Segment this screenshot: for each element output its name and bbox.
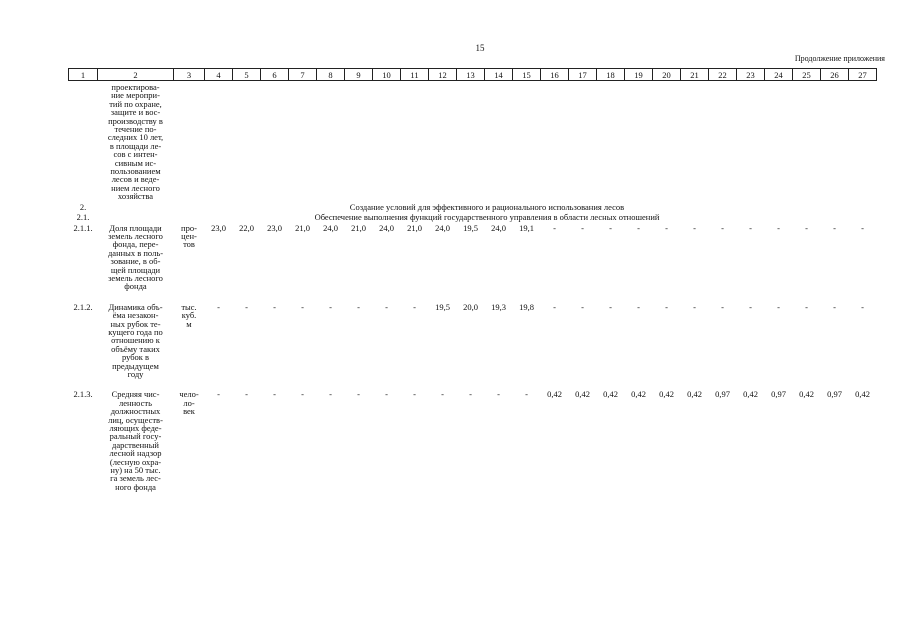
value-cell <box>174 81 205 201</box>
data-table <box>68 68 877 501</box>
value-cell: 24,0 <box>323 222 338 233</box>
unit-line: м <box>186 318 192 329</box>
value-cell <box>485 81 513 201</box>
indicator-name-line: объёму таких <box>111 343 160 354</box>
column-header: 12 <box>429 69 457 81</box>
value-cell <box>821 81 849 201</box>
value-cell: - <box>609 301 612 312</box>
value-cell: - <box>217 389 220 400</box>
value-cell: 24,0 <box>491 222 506 233</box>
value-cell: - <box>553 301 556 312</box>
row-spacer-cell <box>69 491 877 501</box>
value-cell <box>429 81 457 201</box>
value-cell: 0,42 <box>631 389 646 400</box>
indicator-name-line: (лесную охра- <box>109 456 162 467</box>
value-cell <box>205 81 233 201</box>
value-cell: 22,0 <box>239 222 254 233</box>
indicator-name-line: предыдущем <box>112 360 159 371</box>
value-cell <box>457 81 485 201</box>
value-cell: - <box>777 301 780 312</box>
column-header: 24 <box>765 69 793 81</box>
value-cell: 19,1 <box>519 222 534 233</box>
unit-line: про- <box>181 222 197 233</box>
column-header: 2 <box>98 69 174 81</box>
unit-line: тыс. <box>181 301 197 312</box>
row-number: 2.1.1. <box>73 222 93 233</box>
value-cell: 19,5 <box>463 222 478 233</box>
value-cell: - <box>665 301 668 312</box>
value-cell: - <box>749 222 752 233</box>
column-header: 5 <box>233 69 261 81</box>
value-cell: - <box>245 301 248 312</box>
value-cell <box>233 81 261 201</box>
column-header: 4 <box>205 69 233 81</box>
indicator-name-line: лесной надзор <box>109 448 162 459</box>
value-cell: 0,42 <box>659 389 674 400</box>
value-cell: 20,0 <box>463 301 478 312</box>
value-cell <box>345 81 373 201</box>
unit-line: ло- <box>183 397 195 408</box>
column-header-row <box>69 69 877 81</box>
table-row <box>69 222 877 291</box>
value-cell <box>849 81 877 201</box>
value-cell: 0,97 <box>827 389 842 400</box>
column-header: 7 <box>289 69 317 81</box>
row-spacer <box>69 378 877 388</box>
value-cell: - <box>777 222 780 233</box>
value-cell: - <box>245 389 248 400</box>
indicator-name-line: зование, в об- <box>110 256 161 267</box>
value-cell: 19,8 <box>519 301 534 312</box>
value-cell: 21,0 <box>351 222 366 233</box>
indicator-name-line: ну) на 50 тыс. <box>110 465 161 476</box>
value-cell: - <box>637 301 640 312</box>
indicator-name <box>98 388 174 491</box>
indicator-name-line: тий по охране, <box>109 98 162 109</box>
indicator-name-line: хозяйства <box>117 191 154 202</box>
indicator-name-line: году <box>127 369 144 379</box>
column-header: 3 <box>174 69 205 81</box>
row-spacer <box>69 491 877 501</box>
subsection-row <box>69 211 877 221</box>
value-cell: - <box>301 301 304 312</box>
value-cell: - <box>553 222 556 233</box>
indicator-name-line: земель лесного <box>108 272 163 283</box>
value-cell: - <box>721 222 724 233</box>
value-cell: - <box>273 389 276 400</box>
column-header: 15 <box>513 69 541 81</box>
row-spacer-cell <box>69 291 877 301</box>
page-number: 15 <box>475 43 485 53</box>
column-header: 26 <box>821 69 849 81</box>
value-cell: - <box>805 222 808 233</box>
column-header: 18 <box>597 69 625 81</box>
row-spacer <box>69 291 877 301</box>
value-cell: 0,42 <box>603 389 618 400</box>
value-cell: - <box>357 301 360 312</box>
column-header: 23 <box>737 69 765 81</box>
indicator-name-line: следних 10 лет, <box>107 132 164 143</box>
unit-cell <box>174 301 205 379</box>
column-header: 11 <box>401 69 429 81</box>
indicator-name-line: отношению к <box>111 335 160 346</box>
value-cell: - <box>861 301 864 312</box>
indicator-name-line: Доля площади <box>109 222 162 233</box>
value-cell: 24,0 <box>435 222 450 233</box>
column-header: 16 <box>541 69 569 81</box>
column-header: 13 <box>457 69 485 81</box>
value-cell: - <box>749 301 752 312</box>
unit-line: чело- <box>179 389 199 400</box>
value-cell <box>541 81 569 201</box>
value-cell: 0,42 <box>687 389 702 400</box>
indicator-name <box>98 81 174 201</box>
value-cell: - <box>385 389 388 400</box>
value-cell: - <box>273 301 276 312</box>
column-header: 22 <box>709 69 737 81</box>
value-cell: - <box>385 301 388 312</box>
indicator-name-line: лиц, осуществ- <box>108 414 163 425</box>
value-cell: 21,0 <box>295 222 310 233</box>
value-cell <box>569 81 597 201</box>
value-cell <box>737 81 765 201</box>
value-cell <box>261 81 289 201</box>
value-cell <box>597 81 625 201</box>
value-cell <box>625 81 653 201</box>
indicator-name-line: в площади ле- <box>109 140 162 151</box>
row-number: 2.1.2. <box>73 301 93 312</box>
indicator-name-line: кущего года по <box>108 326 163 337</box>
value-cell <box>289 81 317 201</box>
value-cell: - <box>609 222 612 233</box>
value-cell <box>653 81 681 201</box>
value-cell: 0,42 <box>743 389 758 400</box>
indicator-name-line: ного фонда <box>115 481 156 492</box>
column-header: 25 <box>793 69 821 81</box>
value-cell <box>709 81 737 201</box>
section-number: 2.1. <box>76 212 90 223</box>
value-cell: - <box>217 301 220 312</box>
indicator-name-line: дарственный <box>112 439 159 450</box>
value-cell: 19,5 <box>435 301 450 312</box>
unit-cell <box>174 222 205 291</box>
column-header: 27 <box>849 69 877 81</box>
indicator-name-line: лесов и веде- <box>111 174 160 185</box>
value-cell <box>373 81 401 201</box>
value-cell <box>793 81 821 201</box>
indicator-name-line: сов с интен- <box>113 149 158 160</box>
unit-cell <box>174 388 205 491</box>
indicator-name-line: ных рубок те- <box>110 318 161 329</box>
indicator-name-line: Динамика объ- <box>108 301 163 312</box>
column-header: 19 <box>625 69 653 81</box>
indicator-name-line: проектирова- <box>111 82 160 92</box>
section-row <box>69 201 877 211</box>
value-cell: - <box>497 389 500 400</box>
column-header: 6 <box>261 69 289 81</box>
indicator-name-line: течение по- <box>114 124 157 135</box>
unit-line: цен- <box>181 230 197 241</box>
value-cell: - <box>329 301 332 312</box>
indicator-name-line: нием лесного <box>111 182 160 193</box>
indicator-name-line: пользованием <box>110 166 161 177</box>
section-number: 2. <box>79 201 87 212</box>
column-header: 21 <box>681 69 709 81</box>
indicator-name-line: фонда, пере- <box>112 239 159 250</box>
value-cell: 0,42 <box>547 389 562 400</box>
value-cell: - <box>805 301 808 312</box>
indicator-name-line: фонда <box>124 281 147 292</box>
row-number <box>69 81 98 201</box>
column-header: 14 <box>485 69 513 81</box>
value-cell: - <box>413 301 416 312</box>
unit-line: тов <box>183 239 195 250</box>
value-cell: - <box>665 222 668 233</box>
section-title: Обеспечение выполнения функций государственного управления в области лесных отношений <box>314 212 660 223</box>
value-cell: - <box>833 301 836 312</box>
indicator-name-line: Средняя чис- <box>111 389 160 400</box>
value-cell: - <box>301 389 304 400</box>
value-cell <box>765 81 793 201</box>
value-cell: 23,0 <box>211 222 226 233</box>
value-cell: - <box>469 389 472 400</box>
column-header: 8 <box>317 69 345 81</box>
value-cell: - <box>525 389 528 400</box>
value-cell <box>317 81 345 201</box>
indicator-name-line: ние меропри- <box>111 90 160 101</box>
indicator-name-line: земель лесного <box>108 230 163 241</box>
value-cell: - <box>357 389 360 400</box>
indicator-name <box>98 222 174 291</box>
indicator-name-line: ляющих феде- <box>109 423 162 434</box>
value-cell: - <box>581 222 584 233</box>
row-spacer-cell <box>69 378 877 388</box>
indicator-name-line: ленность <box>119 397 152 408</box>
column-header: 1 <box>69 69 98 81</box>
value-cell <box>681 81 709 201</box>
value-cell: 0,42 <box>855 389 870 400</box>
indicator-name-line: рубок в <box>121 352 150 363</box>
value-cell: - <box>693 301 696 312</box>
value-cell: - <box>637 222 640 233</box>
value-cell: 21,0 <box>407 222 422 233</box>
column-header: 10 <box>373 69 401 81</box>
column-header: 20 <box>653 69 681 81</box>
value-cell <box>513 81 541 201</box>
table-row <box>69 81 877 201</box>
value-cell: - <box>861 222 864 233</box>
continuation-note: Продолжение приложения <box>794 54 885 63</box>
table-row <box>69 388 877 491</box>
value-cell: - <box>441 389 444 400</box>
section-title: Создание условий для эффективного и рационального использования лесов <box>349 201 625 212</box>
indicator-name-line: должностных <box>110 406 161 417</box>
indicator-name-line: защите и вос- <box>110 107 161 118</box>
value-cell: 0,97 <box>715 389 730 400</box>
indicator-name <box>98 301 174 379</box>
indicator-name-line: ральный госу- <box>109 431 162 442</box>
indicator-name-line: ёма незакон- <box>112 310 159 321</box>
row-number: 2.1.3. <box>73 389 93 400</box>
value-cell: 19,3 <box>491 301 506 312</box>
value-cell: - <box>693 222 696 233</box>
value-cell: - <box>413 389 416 400</box>
value-cell <box>401 81 429 201</box>
column-header: 17 <box>569 69 597 81</box>
value-cell: - <box>581 301 584 312</box>
value-cell: 23,0 <box>267 222 282 233</box>
value-cell: 24,0 <box>379 222 394 233</box>
value-cell: - <box>833 222 836 233</box>
value-cell: - <box>721 301 724 312</box>
indicator-name-line: га земель лес- <box>110 473 161 484</box>
value-cell: 0,42 <box>575 389 590 400</box>
value-cell: 0,97 <box>771 389 786 400</box>
table-row <box>69 301 877 379</box>
column-header: 9 <box>345 69 373 81</box>
unit-line: век <box>183 406 195 417</box>
indicator-name-line: данных в поль- <box>107 247 164 258</box>
indicator-name-line: производству в <box>108 115 163 126</box>
indicator-name-line: сивным ис- <box>114 157 157 168</box>
unit-line: куб. <box>181 310 197 321</box>
indicator-name-line: щей площади <box>110 264 161 275</box>
value-cell: - <box>329 389 332 400</box>
value-cell: 0,42 <box>799 389 814 400</box>
